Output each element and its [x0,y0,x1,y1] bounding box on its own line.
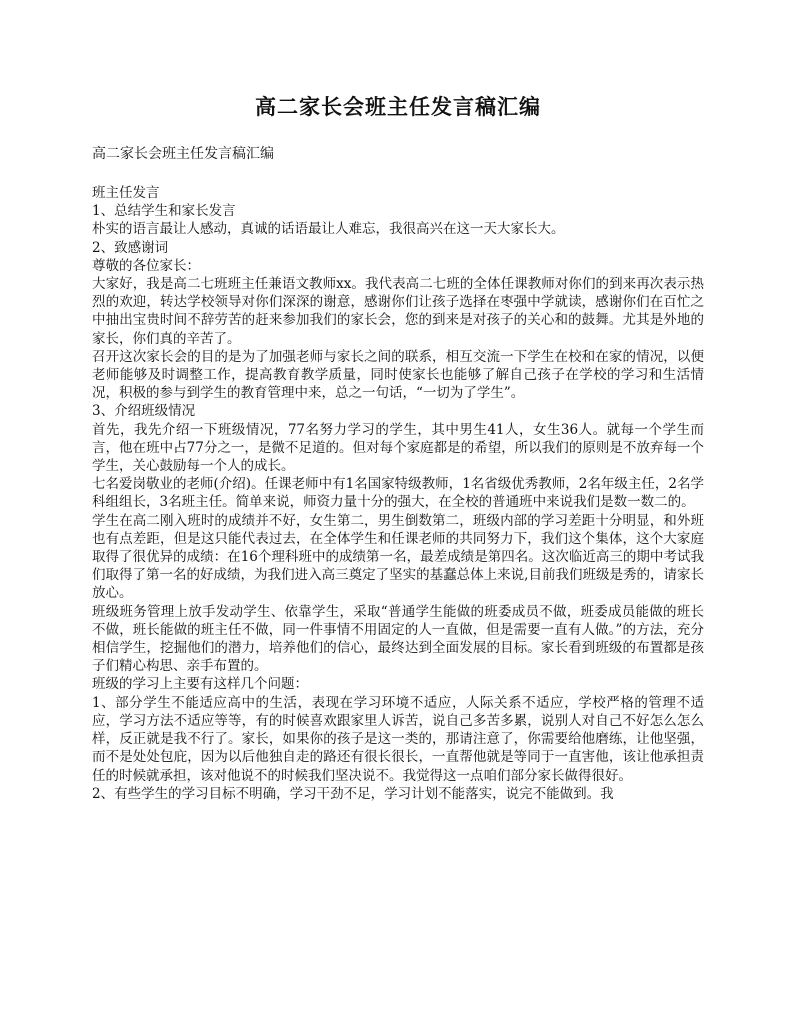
paragraph: 2、有些学生的学习目标不明确，学习干劲不足，学习计划不能落实，说完不能做到。我 [92,785,614,802]
paragraph: 1、总结学生和家长发言 [92,203,236,220]
paragraph: 七名爱岗敬业的老师(介绍)。任课老师中有1名国家特级教师，1名省级优秀教师，2名年级主任，2名学科组组长，3名班主任。简单来说，师资力量十分的强大，在全校的普通班中来说我们是数一数二的。 [92,476,704,511]
paragraph: 1、部分学生不能适应高中的生活，表现在学习环境不适应，人际关系不适应，学校严格的管理不适应，学习方法不适应等等，有的时候喜欢跟家里人诉苦，说自己多苦多累，说别人对自己不好怎么怎么样，反正就是我不行了。家长，如果你的孩子是这一类的，那请注意了，你需要给他磨练，让他坚强，而不是处处包庇，因为以后他独自走的路还有很长很长，一直帮他就是等同于一直害他，该让他承担责任的时候就承担，该对他说不的时候我们坚决说不。我觉得这一点咱们部分家长做得很好。 [92,694,704,784]
document-body [92,184,704,803]
document-subtitle: 高二家长会班主任发言稿汇编 [92,146,274,162]
document-page [92,92,704,803]
paragraph: 首先，我先介绍一下班级情况，77名努力学习的学生，其中男生41人，女生36人。就每一个学生而言，他在班中占77分之一，是微不足道的。但对每个家庭都是的希望，所以我们的原则是不放弃每一个学生，关心鼓励每一个人的成长。 [92,421,704,475]
paragraph: 3、介绍班级情况 [92,403,196,420]
document-title: 高二家长会班主任发言稿汇编 [255,94,541,119]
paragraph: 班级的学习上主要有这样几个问题： [92,676,308,693]
paragraph: 学生在高二刚入班时的成绩并不好，女生第二，男生倒数第二，班级内部的学习差距十分明显，和外班也有点差距，但是这只能代表过去，在全体学生和任课老师的共同努力下，我们这个集体，这个大家庭取得了很优异的成绩：在16个理科班中的成绩第一名，最差成绩是第四名。这次临近高三的期中考试我们取得了第一名的好成绩，为我们进入高三奠定了坚实的基蠢总体上来说,目前我们班级是秀的，请家长放心。 [92,512,704,602]
paragraph: 召开这次家长会的目的是为了加强老师与家长之间的联系，相互交流一下学生在校和在家的情况，以便老师能够及时调整工作，提高教育教学质量，同时使家长也能够了解自己孩子在学校的学习和生活情况，积极的参与到学生的教育管理中来，总之一句话，“一切为了学生”。 [92,348,704,402]
paragraph: 朴实的语言最让人感动，真诚的话语最让人难忘，我很高兴在这一天大家长大。 [92,221,565,238]
paragraph: 班级班务管理上放手发动学生、依靠学生，采取“普通学生能做的班委成员不做，班委成员能做的班长不做，班长能做的班主任不做，同一件事情不用固定的人一直做，但是需要一直有人做。”的方法，充分相信学生，挖掘他们的潜力，培养他们的信心，最终达到全面发展的目标。家长看到班级的布置都是孩子们精心构思、亲手布置的。 [92,603,704,675]
paragraph: 2、致感谢词 [92,239,169,256]
paragraph: 班主任发言 [92,185,160,201]
paragraph: 大家好，我是高二七班班主任兼语文教师xx。我代表高二七班的全体任课教师对你们的到来再次表示热烈的欢迎，转达学校领导对你们深深的谢意，感谢你们让孩子选择在枣强中学就读，感谢你们在百忙之中抽出宝贵时间不辞劳苦的赶来参加我们的家长会，您的到来是对孩子的关心和的鼓舞。尤其是外地的家长，你们真的辛苦了。 [92,276,704,347]
paragraph: 尊敬的各位家长： [92,257,200,274]
